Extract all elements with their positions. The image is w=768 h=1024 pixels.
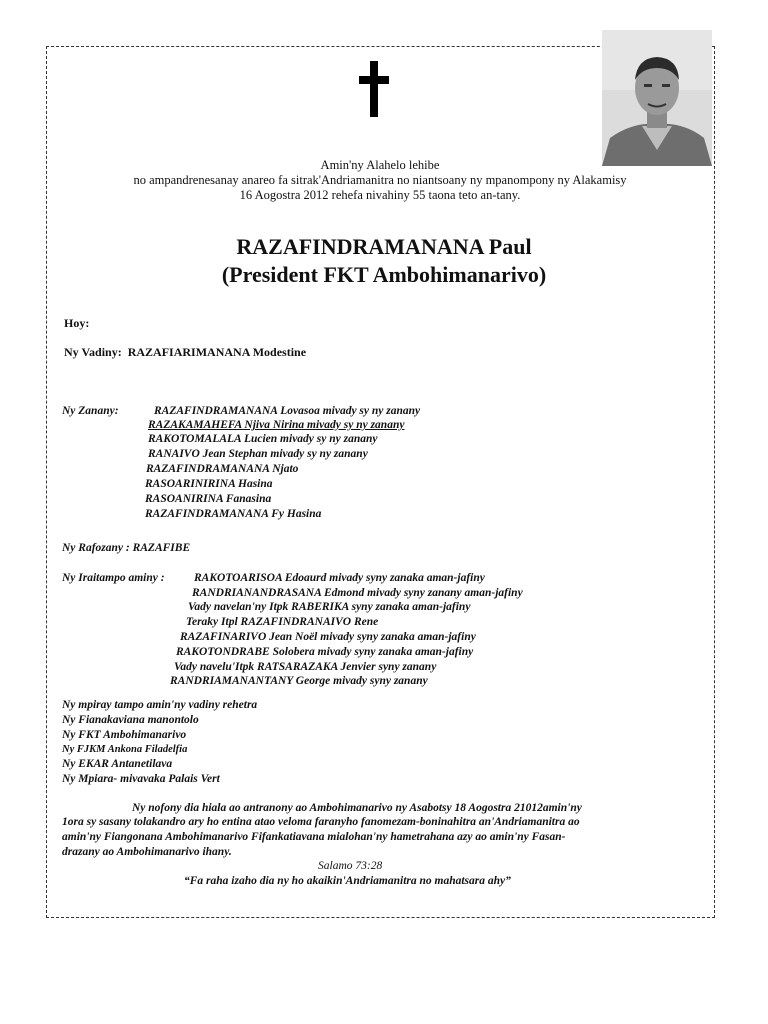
- other-item: Ny Mpiara- mivavaka Palais Vert: [62, 773, 220, 785]
- vadiny-label: Ny Vadiny:: [64, 345, 122, 359]
- iraitampo-item: Vady navelan'ny Itpk RABERIKA syny zanaka aman-jafiny: [188, 601, 471, 613]
- cross-icon: [359, 61, 389, 117]
- zanany-item: RAZAFINDRAMANANA Lovasoa mivady sy ny zanany: [154, 405, 421, 417]
- intro-line-1: Amin'ny Alahelo lehibe: [320, 158, 440, 172]
- vadiny-name: RAZAFIARIMANANA Modestine: [127, 345, 307, 359]
- intro-line-3: 16 Aogostra 2012 rehefa nivahiny 55 taona teto an-tany.: [239, 188, 521, 202]
- zanany-item: RAZAKAMAHEFA Njiva Nirina mivady sy ny zanany: [148, 419, 405, 431]
- other-item: Ny EKAR Antanetilava: [62, 758, 173, 770]
- other-item: Ny Fianakaviana manontolo: [62, 714, 199, 726]
- hoy-label: Hoy:: [64, 316, 90, 330]
- iraitampo-item: Teraky Itpl RAZAFINDRANAIVO Rene: [186, 616, 379, 628]
- vadiny-row: [64, 345, 306, 360]
- iraitampo-label: Ny Iraitampo aminy :: [62, 572, 165, 584]
- iraitampo-item: RAKOTONDRABE Solobera mivady syny zanaka aman-jafiny: [176, 646, 474, 658]
- zanany-item: RAZAFINDRAMANANA Njato: [146, 463, 299, 475]
- notice-line-2: 1ora sy sasany tolakandro ary ho entina atao veloma faranyho fanomezam-boninahitra an'Andriamanitra ao: [62, 816, 580, 828]
- portrait-photo: [602, 30, 712, 166]
- zanany-item: RASOARINIRINA Hasina: [145, 478, 273, 490]
- deceased-role: (President FKT Ambohimanarivo): [221, 262, 547, 287]
- other-item: Ny FKT Ambohimanarivo: [62, 729, 187, 741]
- intro-line-2: no ampandrenesanay anareo fa sitrak'Andriamanitra no niantsoany ny mpanompony ny Alakamisy: [133, 173, 627, 187]
- iraitampo-item: RAKOTOARISOA Edoaurd mivady syny zanaka aman-jafiny: [194, 572, 485, 584]
- notice-line-1: Ny nofony dia hiala ao antranony ao Ambohimanarivo ny Asabotsy 18 Aogostra 21012amin'ny: [132, 802, 582, 814]
- border-right: [712, 46, 715, 918]
- notice-line-4: drazany ao Ambohimanarivo ihany.: [62, 846, 232, 858]
- deceased-name: RAZAFINDRAMANANA Paul: [236, 234, 532, 259]
- zanany-item: RASOANIRINA Fanasina: [145, 493, 272, 505]
- rafozany-row: Ny Rafozany : RAZAFIBE: [62, 542, 191, 554]
- border-bottom: [46, 915, 715, 918]
- border-left: [46, 46, 49, 918]
- other-item: Ny mpiray tampo amin'ny vadiny rehetra: [62, 699, 258, 711]
- iraitampo-item: Vady navelu'Itpk RATSARAZAKA Jenvier syny zanany: [174, 661, 437, 673]
- psalm-reference: Salamo 73:28: [318, 860, 383, 872]
- other-item: Ny FJKM Ankona Filadelfia: [62, 744, 188, 755]
- zanany-item: RAKOTOMALALA Lucien mivady sy ny zanany: [148, 433, 378, 445]
- zanany-label: Ny Zanany:: [62, 405, 119, 417]
- psalm-quote: “Fa raha izaho dia ny ho akaikin'Andriamanitra no mahatsara ahy”: [184, 875, 511, 887]
- notice-line-3: amin'ny Fiangonana Ambohimanarivo Fifankatiavana mialohan'ny hametrahana azy ao amin'ny Fasan-: [62, 831, 566, 843]
- iraitampo-item: RAZAFINARIVO Jean Noël mivady syny zanaka aman-jafiny: [180, 631, 476, 643]
- iraitampo-item: RANDRIANANDRASANA Edmond mivady syny zanany aman-jafiny: [192, 587, 523, 599]
- zanany-item: RAZAFINDRAMANANA Fy Hasina: [145, 508, 322, 520]
- zanany-item: RANAIVO Jean Stephan mivady sy ny zanany: [148, 448, 368, 460]
- iraitampo-item: RANDRIAMANANTANY George mivady syny zanany: [170, 675, 428, 687]
